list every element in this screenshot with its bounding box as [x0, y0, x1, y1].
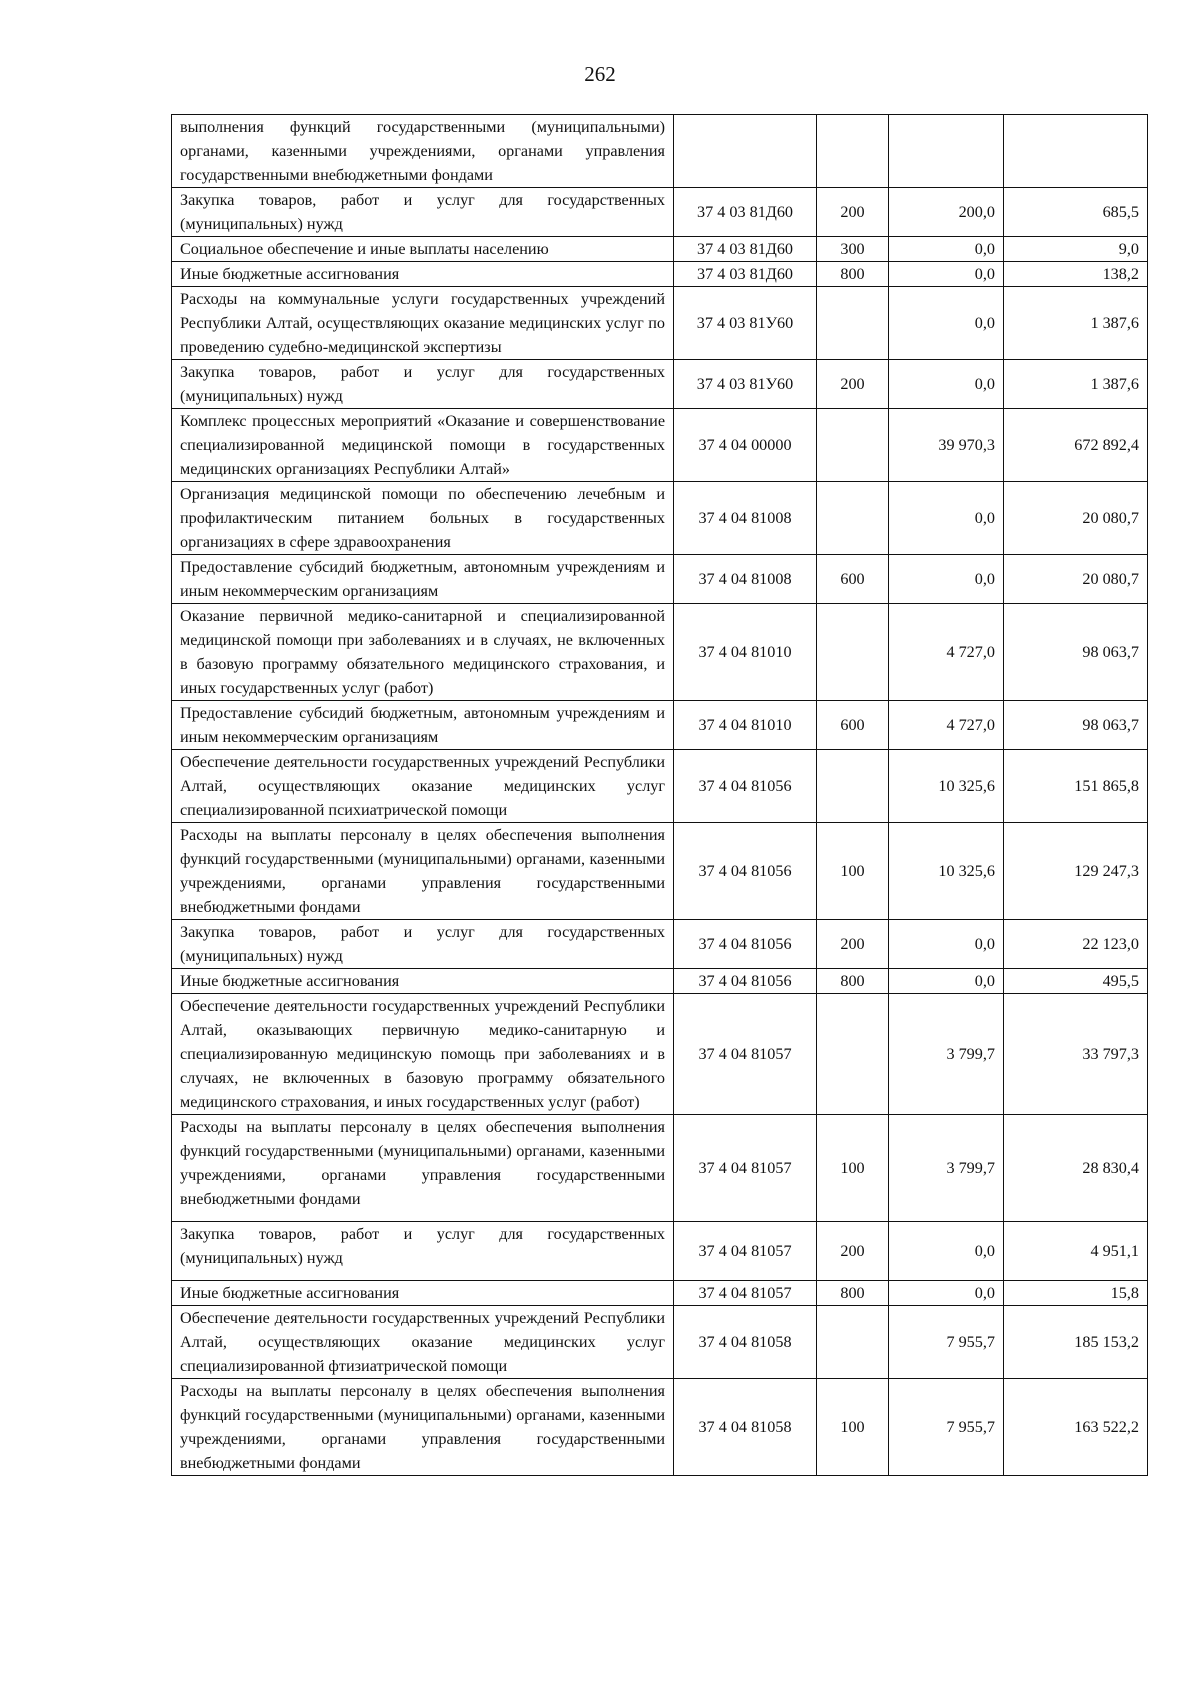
row-value-1: 7 955,7: [889, 1379, 1004, 1476]
row-value-2: 685,5: [1004, 188, 1148, 237]
row-value-1: 0,0: [889, 1281, 1004, 1306]
row-expense-type: 200: [817, 188, 889, 237]
row-value-1: 0,0: [889, 360, 1004, 409]
row-description: Иные бюджетные ассигнования: [172, 969, 674, 994]
row-expense-type: [817, 994, 889, 1115]
row-expense-type: [817, 409, 889, 482]
row-value-1: 0,0: [889, 920, 1004, 969]
row-description: Организация медицинской помощи по обеспечению лечебным и профилактическим питанием больных в государственных организациях в сфере здравоохранения: [172, 482, 674, 555]
row-expense-type: 800: [817, 969, 889, 994]
row-value-1: 4 727,0: [889, 604, 1004, 701]
row-code: 37 4 03 81Д60: [674, 237, 817, 262]
row-value-1: 0,0: [889, 262, 1004, 287]
row-description: Комплекс процессных мероприятий «Оказание и совершенствование специализированной медицинской помощи в государственных медицинских организациях Республики Алтай»: [172, 409, 674, 482]
row-expense-type: [817, 1306, 889, 1379]
row-value-2: 98 063,7: [1004, 604, 1148, 701]
row-value-2: 495,5: [1004, 969, 1148, 994]
table-row: [172, 1281, 1148, 1306]
table-row: [172, 115, 1148, 188]
row-description: Иные бюджетные ассигнования: [172, 262, 674, 287]
row-code: 37 4 04 81008: [674, 555, 817, 604]
table-row: [172, 969, 1148, 994]
row-value-2: 185 153,2: [1004, 1306, 1148, 1379]
row-value-1: 0,0: [889, 237, 1004, 262]
table-row: [172, 1222, 1148, 1281]
row-value-1: 39 970,3: [889, 409, 1004, 482]
row-expense-type: 100: [817, 1379, 889, 1476]
table-row: [172, 555, 1148, 604]
row-expense-type: [817, 750, 889, 823]
row-description: Предоставление субсидий бюджетным, автономным учреждениям и иным некоммерческим организациям: [172, 555, 674, 604]
row-code: 37 4 04 00000: [674, 409, 817, 482]
table-row: [172, 823, 1148, 920]
row-code: 37 4 03 81Д60: [674, 188, 817, 237]
row-value-2: 1 387,6: [1004, 360, 1148, 409]
row-value-2: 1 387,6: [1004, 287, 1148, 360]
row-code: 37 4 04 81057: [674, 1222, 817, 1281]
row-code: 37 4 04 81057: [674, 994, 817, 1115]
row-value-2: 20 080,7: [1004, 555, 1148, 604]
row-value-2: 33 797,3: [1004, 994, 1148, 1115]
row-code: 37 4 04 81057: [674, 1281, 817, 1306]
row-value-2: [1004, 115, 1148, 188]
table-row: [172, 237, 1148, 262]
row-expense-type: 100: [817, 823, 889, 920]
row-description: Социальное обеспечение и иные выплаты населению: [172, 237, 674, 262]
table-row: [172, 920, 1148, 969]
table-row: [172, 994, 1148, 1115]
row-code: [674, 115, 817, 188]
table-row: [172, 604, 1148, 701]
row-description: выполнения функций государственными (муниципальными) органами, казенными учреждениями, органами управления государственными внебюджетными фондами: [172, 115, 674, 188]
row-description: Расходы на выплаты персоналу в целях обеспечения выполнения функций государственными (муниципальными) органами, казенными учреждениями, органами управления государственными внебюджетными фондами: [172, 1115, 674, 1222]
row-code: 37 4 04 81010: [674, 604, 817, 701]
table-row: [172, 287, 1148, 360]
row-expense-type: 200: [817, 920, 889, 969]
table-row: [172, 701, 1148, 750]
row-expense-type: 100: [817, 1115, 889, 1222]
row-expense-type: [817, 287, 889, 360]
row-code: 37 4 03 81У60: [674, 360, 817, 409]
row-code: 37 4 04 81010: [674, 701, 817, 750]
row-value-1: [889, 115, 1004, 188]
row-value-2: 129 247,3: [1004, 823, 1148, 920]
table-row: [172, 409, 1148, 482]
row-expense-type: [817, 604, 889, 701]
row-value-1: 10 325,6: [889, 823, 1004, 920]
row-code: 37 4 04 81057: [674, 1115, 817, 1222]
row-value-1: 7 955,7: [889, 1306, 1004, 1379]
row-description: Расходы на выплаты персоналу в целях обеспечения выполнения функций государственными (муниципальными) органами, казенными учреждениями, органами управления государственными внебюджетными фондами: [172, 1379, 674, 1476]
row-code: 37 4 04 81056: [674, 920, 817, 969]
row-value-1: 0,0: [889, 1222, 1004, 1281]
row-value-2: 28 830,4: [1004, 1115, 1148, 1222]
row-value-1: 0,0: [889, 287, 1004, 360]
row-description: Обеспечение деятельности государственных учреждений Республики Алтай, осуществляющих оказание медицинских услуг специализированной фтизиатрической помощи: [172, 1306, 674, 1379]
row-value-2: 98 063,7: [1004, 701, 1148, 750]
table-row: [172, 360, 1148, 409]
row-value-2: 9,0: [1004, 237, 1148, 262]
row-expense-type: 600: [817, 555, 889, 604]
row-description: Иные бюджетные ассигнования: [172, 1281, 674, 1306]
table-row: [172, 1115, 1148, 1222]
row-description: Закупка товаров, работ и услуг для государственных (муниципальных) нужд: [172, 360, 674, 409]
row-description: Обеспечение деятельности государственных учреждений Республики Алтай, оказывающих первичную медико-санитарную и специализированную медицинскую помощь при заболеваниях и в случаях, не включенных в базовую программу обязательного медицинского страхования, и иных государственных услуг (работ): [172, 994, 674, 1115]
row-description: Расходы на выплаты персоналу в целях обеспечения выполнения функций государственными (муниципальными) органами, казенными учреждениями, органами управления государственными внебюджетными фондами: [172, 823, 674, 920]
table-row: [172, 262, 1148, 287]
row-value-1: 0,0: [889, 482, 1004, 555]
row-code: 37 4 04 81056: [674, 823, 817, 920]
row-value-2: 151 865,8: [1004, 750, 1148, 823]
row-value-2: 163 522,2: [1004, 1379, 1148, 1476]
row-value-2: 15,8: [1004, 1281, 1148, 1306]
row-value-1: 200,0: [889, 188, 1004, 237]
row-code: 37 4 04 81056: [674, 750, 817, 823]
row-value-1: 3 799,7: [889, 994, 1004, 1115]
table-row: [172, 188, 1148, 237]
row-description: Расходы на коммунальные услуги государственных учреждений Республики Алтай, осуществляющих оказание медицинских услуг по проведению судебно-медицинской экспертизы: [172, 287, 674, 360]
row-expense-type: 200: [817, 360, 889, 409]
row-value-2: 4 951,1: [1004, 1222, 1148, 1281]
row-description: Закупка товаров, работ и услуг для государственных (муниципальных) нужд: [172, 920, 674, 969]
row-expense-type: 300: [817, 237, 889, 262]
row-value-2: 20 080,7: [1004, 482, 1148, 555]
row-description: Закупка товаров, работ и услуг для государственных (муниципальных) нужд: [172, 1222, 674, 1281]
budget-table: [171, 114, 1148, 1476]
table-row: [172, 750, 1148, 823]
row-description: Закупка товаров, работ и услуг для государственных (муниципальных) нужд: [172, 188, 674, 237]
row-expense-type: 600: [817, 701, 889, 750]
page-number: 262: [584, 62, 616, 86]
row-value-1: 0,0: [889, 555, 1004, 604]
row-description: Предоставление субсидий бюджетным, автономным учреждениям и иным некоммерческим организациям: [172, 701, 674, 750]
row-value-1: 3 799,7: [889, 1115, 1004, 1222]
row-code: 37 4 04 81008: [674, 482, 817, 555]
row-code: 37 4 04 81056: [674, 969, 817, 994]
table-row: [172, 482, 1148, 555]
row-expense-type: 800: [817, 262, 889, 287]
row-expense-type: 200: [817, 1222, 889, 1281]
row-code: 37 4 03 81У60: [674, 287, 817, 360]
row-code: 37 4 04 81058: [674, 1379, 817, 1476]
row-value-1: 0,0: [889, 969, 1004, 994]
row-value-2: 22 123,0: [1004, 920, 1148, 969]
row-expense-type: [817, 482, 889, 555]
row-description: Обеспечение деятельности государственных учреждений Республики Алтай, осуществляющих оказание медицинских услуг специализированной психиатрической помощи: [172, 750, 674, 823]
row-code: 37 4 03 81Д60: [674, 262, 817, 287]
row-value-1: 4 727,0: [889, 701, 1004, 750]
row-value-2: 138,2: [1004, 262, 1148, 287]
row-expense-type: [817, 115, 889, 188]
row-description: Оказание первичной медико-санитарной и специализированной медицинской помощи при заболеваниях и в случаях, не включенных в базовую программу обязательного медицинского страхования, и иных государственных услуг (работ): [172, 604, 674, 701]
table-row: [172, 1306, 1148, 1379]
table-row: [172, 1379, 1148, 1476]
row-value-1: 10 325,6: [889, 750, 1004, 823]
row-expense-type: 800: [817, 1281, 889, 1306]
row-code: 37 4 04 81058: [674, 1306, 817, 1379]
row-value-2: 672 892,4: [1004, 409, 1148, 482]
